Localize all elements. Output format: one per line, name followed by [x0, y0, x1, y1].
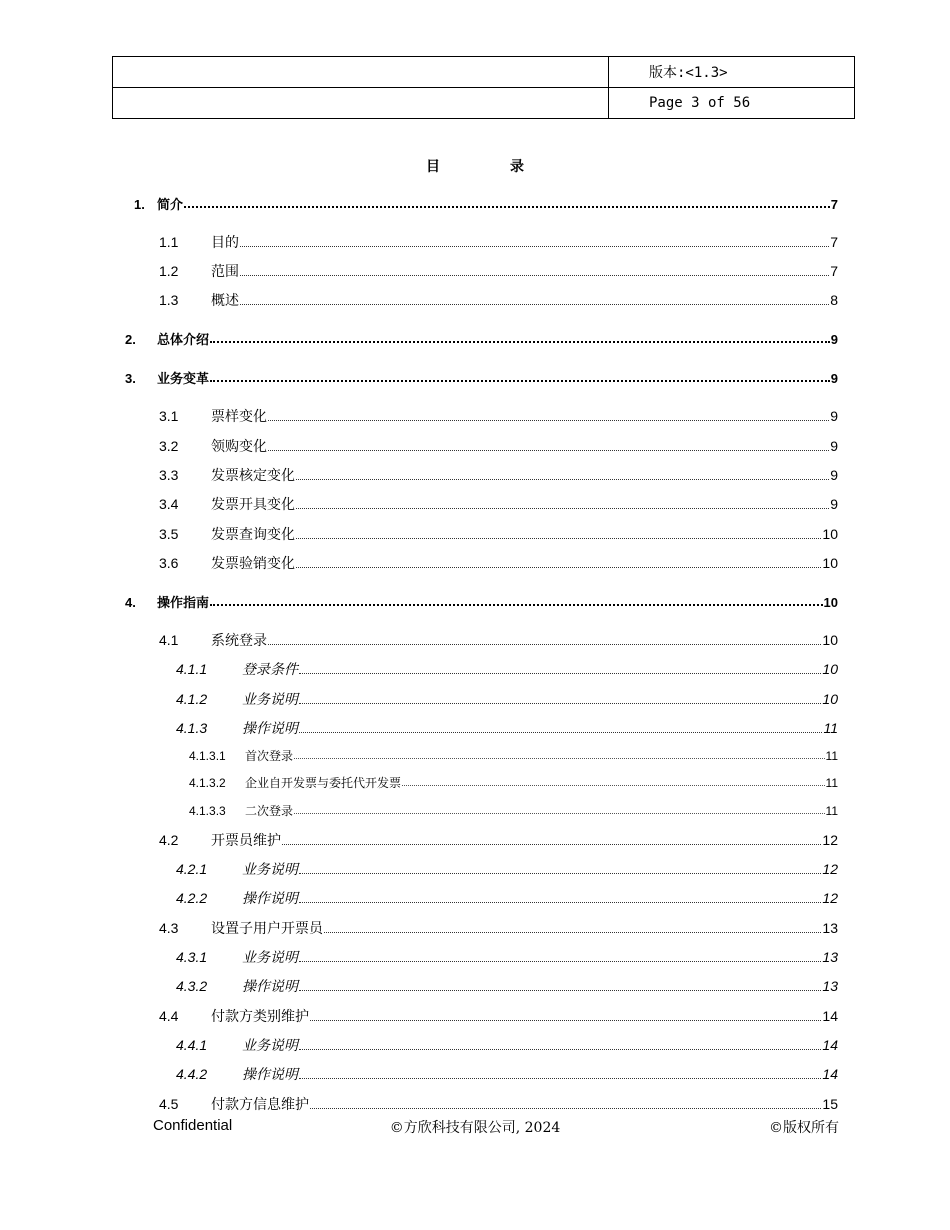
- toc-entry-number: 4.1.3.3: [189, 804, 226, 818]
- toc-entry-number: 4.1.1: [176, 661, 208, 677]
- toc-entry[interactable]: [176, 859, 838, 879]
- toc-entry-number: 4.3: [159, 920, 179, 936]
- toc-title-left: 目: [426, 159, 440, 175]
- toc-entry-page: 12: [822, 890, 838, 906]
- toc-entry[interactable]: [176, 1064, 838, 1084]
- toc-entry[interactable]: [125, 329, 838, 348]
- toc-entry-number: 4.3.2: [176, 978, 208, 994]
- toc-leader-dots: [299, 703, 821, 704]
- toc-leader-dots: [299, 990, 821, 991]
- toc-entry-title: 操作说明: [242, 1066, 298, 1082]
- toc-leader-dots: [240, 246, 829, 247]
- toc-entry-page: 11: [825, 804, 838, 818]
- toc-leader-dots: [268, 420, 829, 421]
- toc-entry[interactable]: [125, 368, 838, 387]
- toc-entry-number: 1.1: [159, 234, 179, 250]
- toc-entry-page: 11: [825, 749, 838, 763]
- toc-entry-title: 目的: [211, 234, 239, 250]
- toc-leader-dots: [282, 844, 821, 845]
- toc-leader-dots: [296, 479, 829, 480]
- toc-entry[interactable]: [176, 718, 838, 738]
- toc-entry-title: 简介: [157, 197, 184, 212]
- toc-entry-page: 12: [822, 861, 838, 877]
- toc-leader-dots: [210, 341, 830, 343]
- toc-entry[interactable]: [189, 802, 838, 819]
- toc-entry[interactable]: [159, 494, 838, 514]
- toc-entry-number: 4.1: [159, 632, 179, 648]
- toc-entry-page: 9: [830, 496, 838, 512]
- toc-leader-dots: [184, 206, 830, 208]
- document-header-table: [112, 56, 855, 119]
- toc-entry-title: 操作指南: [157, 595, 210, 610]
- toc-entry[interactable]: [159, 630, 838, 650]
- toc-entry-number: 4.3.1: [176, 949, 208, 965]
- header-cell-empty-top: [113, 57, 609, 88]
- toc-entry[interactable]: [159, 553, 838, 573]
- toc-entry-title: 概述: [211, 292, 239, 308]
- footer-rights: ©版权所有: [769, 1120, 839, 1136]
- toc-entry[interactable]: [159, 1006, 838, 1026]
- toc-entry[interactable]: [159, 830, 838, 850]
- toc-entry-page: 13: [822, 920, 838, 936]
- toc-entry-number: 4.2: [159, 832, 179, 848]
- toc-entry-title: 发票开具变化: [211, 496, 295, 512]
- toc-entry-title: 发票核定变化: [211, 467, 295, 483]
- toc-entry-number: 4.: [125, 595, 136, 610]
- toc-entry-title: 付款方类别维护: [211, 1008, 309, 1024]
- toc-entry-number: 4.4.2: [176, 1066, 208, 1082]
- toc-leader-dots: [402, 785, 825, 786]
- toc-leader-dots: [210, 380, 830, 382]
- toc-entry-title: 操作说明: [242, 720, 298, 736]
- toc-entry[interactable]: [176, 659, 838, 679]
- toc-entry-number: 1.3: [159, 292, 179, 308]
- toc-entry[interactable]: [159, 918, 838, 938]
- toc-entry[interactable]: [134, 194, 838, 213]
- toc-entry-title: 操作说明: [242, 978, 298, 994]
- toc-entry-number: 3.5: [159, 526, 179, 542]
- toc-entry-number: 4.1.3: [176, 720, 208, 736]
- toc-entry[interactable]: [159, 436, 838, 456]
- toc-entry-page: 7: [830, 197, 838, 212]
- toc-leader-dots: [294, 813, 825, 814]
- toc-entry[interactable]: [176, 947, 838, 967]
- toc-entry-number: 4.2.1: [176, 861, 208, 877]
- toc-leader-dots: [299, 1078, 821, 1079]
- toc-entry-number: 2.: [125, 332, 136, 347]
- toc-leader-dots: [296, 538, 821, 539]
- toc-entry-page: 10: [822, 526, 838, 542]
- footer-confidential: Confidential: [153, 1117, 233, 1134]
- toc-entry-title: 设置子用户开票员: [211, 920, 323, 936]
- toc-entry[interactable]: [159, 261, 838, 281]
- toc-entry-title: 业务说明: [242, 1037, 298, 1053]
- toc-entry-page: 8: [830, 292, 838, 308]
- toc-leader-dots: [268, 644, 821, 645]
- toc-leader-dots: [240, 275, 829, 276]
- toc-entry-number: 4.5: [159, 1096, 179, 1112]
- toc-leader-dots: [299, 873, 821, 874]
- toc-leader-dots: [299, 1049, 821, 1050]
- toc-entry-number: 4.1.3.2: [189, 776, 226, 790]
- toc-entry-page: 9: [830, 438, 838, 454]
- toc-entry-page: 7: [830, 263, 838, 279]
- toc-entry-number: 4.4.1: [176, 1037, 208, 1053]
- toc-entry-title: 企业自开发票与委托代开发票: [245, 776, 402, 790]
- toc-entry-title: 领购变化: [211, 438, 267, 454]
- toc-entry-page: 9: [830, 332, 838, 347]
- toc-entry-title: 发票查询变化: [211, 526, 295, 542]
- toc-entry-number: 4.2.2: [176, 890, 208, 906]
- toc-entry-page: 9: [830, 408, 838, 424]
- toc-entry-page: 7: [830, 234, 838, 250]
- toc-entry-title: 付款方信息维护: [211, 1096, 309, 1112]
- toc-entry-number: 4.1.3.1: [189, 749, 226, 763]
- toc-entry-number: 3.6: [159, 555, 179, 571]
- toc-entry-title: 总体介绍: [157, 332, 210, 347]
- toc-entry-page: 11: [825, 776, 838, 790]
- toc-leader-dots: [268, 450, 829, 451]
- footer-copyright: ©方欣科技有限公司, 2024: [389, 1120, 561, 1136]
- toc-entry-number: 3.3: [159, 467, 179, 483]
- toc-entry[interactable]: [176, 689, 838, 709]
- toc-leader-dots: [310, 1108, 821, 1109]
- toc-entry-page: 15: [822, 1096, 838, 1112]
- header-cell-empty-bottom: [113, 88, 609, 119]
- toc-entry[interactable]: [159, 406, 838, 426]
- toc-leader-dots: [299, 732, 822, 733]
- toc-entry-page: 14: [822, 1037, 838, 1053]
- toc-entry-title: 业务说明: [242, 949, 298, 965]
- toc-entry-page: 11: [823, 720, 838, 736]
- toc-entry-title: 二次登录: [245, 804, 294, 818]
- toc-entry-title: 业务说明: [242, 861, 298, 877]
- toc-entry-page: 13: [822, 949, 838, 965]
- toc-entry-number: 4.1.2: [176, 691, 208, 707]
- toc-entry-page: 9: [830, 371, 838, 386]
- toc-entry-title: 业务变革: [157, 371, 210, 386]
- toc-entry[interactable]: [159, 524, 838, 544]
- toc-leader-dots: [294, 758, 825, 759]
- toc-entry-title: 操作说明: [242, 890, 298, 906]
- toc-entry-page: 10: [822, 555, 838, 571]
- toc-entry[interactable]: [176, 976, 838, 996]
- toc-entry[interactable]: [159, 1094, 838, 1114]
- toc-entry-page: 10: [822, 632, 838, 648]
- toc-entry-title: 登录条件: [242, 661, 298, 677]
- toc-title: [0, 156, 950, 176]
- toc-entry-page: 10: [822, 661, 838, 677]
- toc-entry-page: 14: [822, 1008, 838, 1024]
- toc-entry-title: 发票验销变化: [211, 555, 295, 571]
- toc-title-right: 录: [510, 159, 524, 175]
- toc-leader-dots: [240, 304, 829, 305]
- toc-leader-dots: [296, 508, 829, 509]
- toc-entry-number: 1.2: [159, 263, 179, 279]
- toc-entry-page: 14: [822, 1066, 838, 1082]
- page-number-label: Page 3 of 56: [609, 88, 855, 119]
- toc-leader-dots: [299, 673, 821, 674]
- toc-entry-page: 12: [822, 832, 838, 848]
- toc-entry[interactable]: [176, 888, 838, 908]
- toc-leader-dots: [210, 604, 823, 606]
- toc-entry-number: 4.4: [159, 1008, 179, 1024]
- toc-entry-page: 10: [823, 595, 838, 610]
- toc-leader-dots: [296, 567, 821, 568]
- toc-entry-number: 3.2: [159, 438, 179, 454]
- toc-entry[interactable]: [159, 290, 838, 310]
- toc-entry-title: 范围: [211, 263, 239, 279]
- toc-leader-dots: [299, 902, 821, 903]
- toc-entry[interactable]: [189, 747, 838, 764]
- toc-entry-page: 9: [830, 467, 838, 483]
- toc-entry-number: 3.: [125, 371, 136, 386]
- toc-entry-title: 开票员维护: [211, 832, 281, 848]
- version-label: 版本:<1.3>: [609, 57, 855, 88]
- toc-entry-number: 1.: [134, 197, 145, 212]
- toc-entry[interactable]: [159, 465, 838, 485]
- toc-entry-number: 3.4: [159, 496, 179, 512]
- toc-entry-page: 13: [822, 978, 838, 994]
- toc-leader-dots: [324, 932, 821, 933]
- toc-leader-dots: [299, 961, 821, 962]
- toc-entry[interactable]: [189, 774, 838, 791]
- toc-entry-number: 3.1: [159, 408, 179, 424]
- toc-entry[interactable]: [176, 1035, 838, 1055]
- toc-entry-page: 10: [822, 691, 838, 707]
- toc-leader-dots: [310, 1020, 821, 1021]
- toc-entry-title: 首次登录: [245, 749, 294, 763]
- toc-entry-title: 票样变化: [211, 408, 267, 424]
- toc-entry-title: 业务说明: [242, 691, 298, 707]
- toc-entry[interactable]: [159, 232, 838, 252]
- toc-entry[interactable]: [125, 592, 838, 611]
- toc-entry-title: 系统登录: [211, 632, 267, 648]
